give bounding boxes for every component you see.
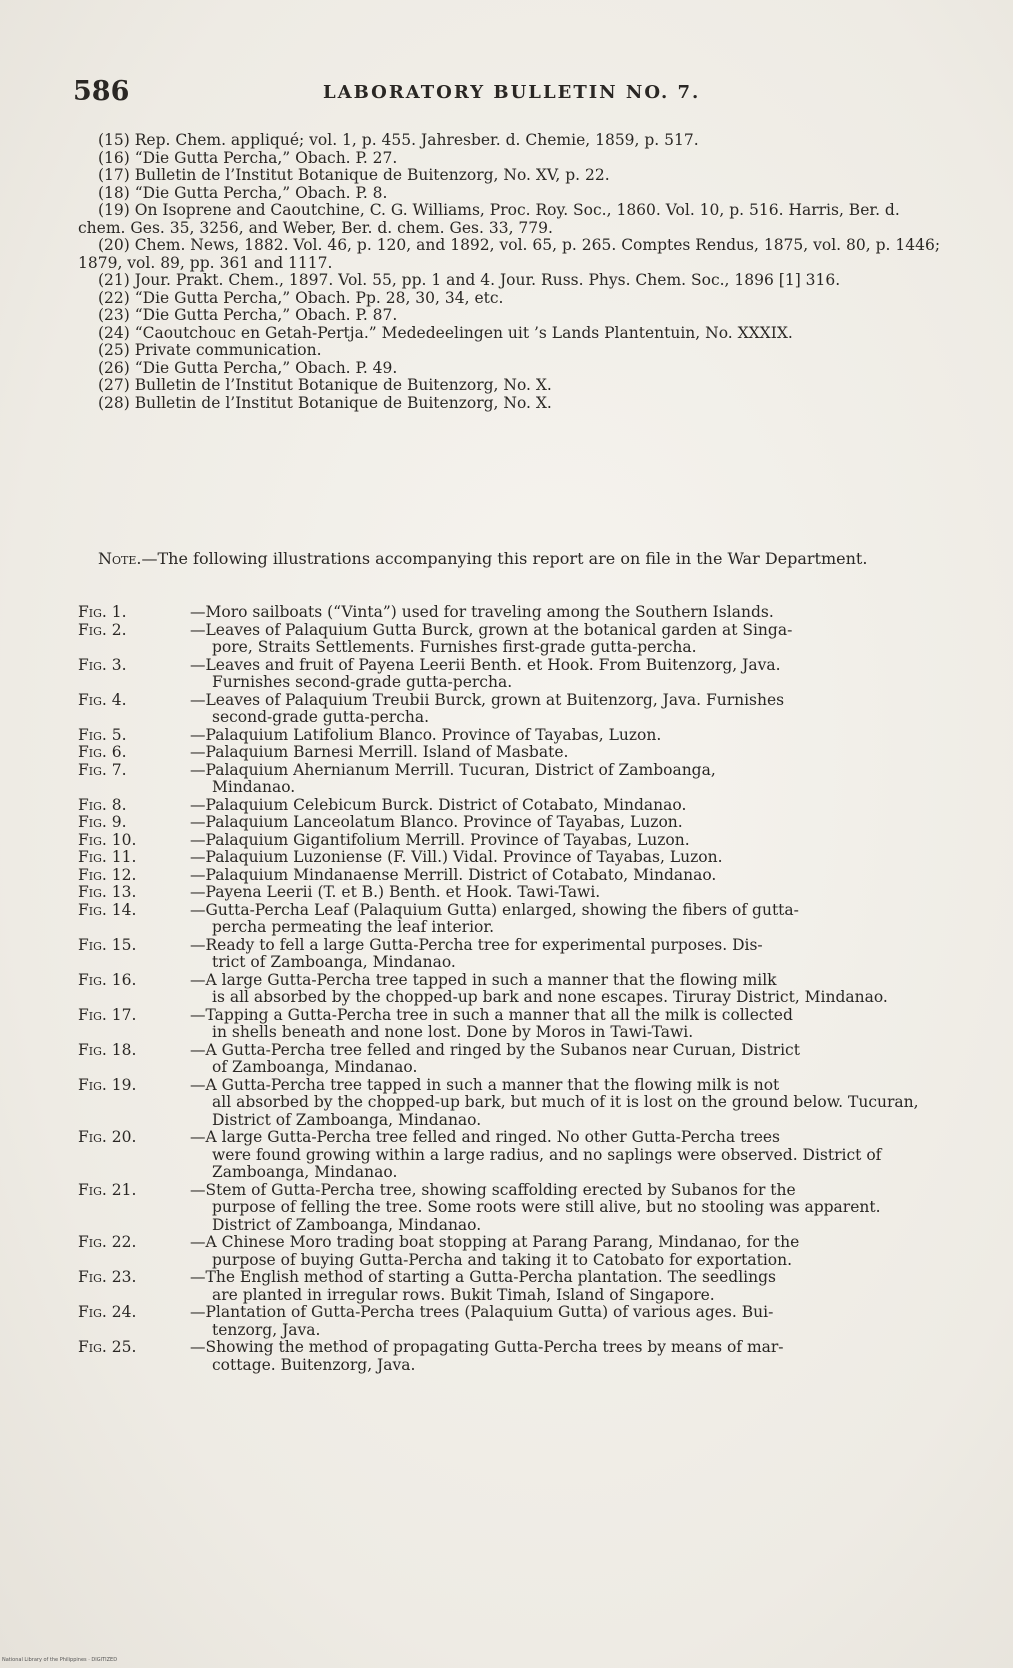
figure-caption <box>190 797 944 815</box>
figure-list <box>78 604 944 1374</box>
figure-item <box>78 1007 944 1042</box>
figure-item <box>78 937 944 972</box>
figure-label: Fig. 16. <box>78 970 137 989</box>
figure-item <box>78 902 944 937</box>
figure-caption-line: —Leaves and fruit of Payena Leerii Benth. et Hook. From Buitenzorg, Java. <box>190 655 781 674</box>
figure-item <box>78 797 944 815</box>
figure-caption <box>190 1234 944 1269</box>
figure-caption <box>190 1339 944 1374</box>
figure-caption-line: —Stem of Gutta-Percha tree, showing scaffolding erected by Subanos for the <box>190 1180 796 1199</box>
figure-caption <box>190 1304 944 1339</box>
figure-label: Fig. 7. <box>78 760 127 779</box>
reference-item: (20) Chem. News, 1882. Vol. 46, p. 120, and 1892, vol. 65, p. 265. Comptes Rendus, 1875, vol. 80, p. 1446; 1879, vol. 89, pp. 361 and 1117. <box>78 236 941 272</box>
figure-caption <box>190 692 944 727</box>
reference-item: (24) “Caoutchouc en Getah-Pertja.” Mededeelingen uit ’s Lands Plantentuin, No. XXXIX. <box>98 323 793 342</box>
figure-item <box>78 762 944 797</box>
figure-caption-continuation: percha permeating the leaf interior. <box>212 918 494 936</box>
figure-caption-continuation: in shells beneath and none lost. Done by Moros in Tawi-Tawi. <box>212 1023 694 1041</box>
figure-item <box>78 1129 944 1182</box>
figure-caption-line: —Showing the method of propagating Gutta-Percha trees by means of mar- <box>190 1338 784 1356</box>
reference-item: (26) “Die Gutta Percha,” Obach. P. 49. <box>98 358 398 377</box>
figure-caption-continuation: Furnishes second-grade gutta-percha. <box>212 673 513 691</box>
scan-footer: National Library of the Philippines · DIGITIZED <box>2 1657 118 1663</box>
figure-label: Fig. 4. <box>78 690 127 709</box>
figure-item <box>78 692 944 727</box>
figure-caption-line: —A Gutta-Percha tree felled and ringed by the Subanos near Curuan, District <box>190 1040 800 1059</box>
figure-label: Fig. 22. <box>78 1233 137 1251</box>
figure-label: Fig. 5. <box>78 725 127 744</box>
figure-item <box>78 1077 944 1130</box>
figure-caption <box>190 1269 944 1304</box>
figure-caption <box>190 902 944 937</box>
figure-caption-line: —Palaquium Barnesi Merrill. Island of Masbate. <box>190 743 569 761</box>
figure-caption <box>190 937 944 972</box>
figure-label: Fig. 6. <box>78 743 127 761</box>
figure-caption-line: —Plantation of Gutta-Percha trees (Palaquium Gutta) of various ages. Bui- <box>190 1303 774 1321</box>
figure-label: Fig. 15. <box>78 935 137 954</box>
figure-caption <box>190 622 944 657</box>
note-paragraph <box>78 550 944 569</box>
figure-caption-continuation: cottage. Buitenzorg, Java. <box>212 1355 416 1374</box>
reference-item: (27) Bulletin de l’Institut Botanique de Buitenzorg, No. X. <box>98 376 552 394</box>
figure-item <box>78 1339 944 1374</box>
figure-caption-line: —Palaquium Luzoniense (F. Vill.) Vidal. Province of Tayabas, Luzon. <box>190 848 723 866</box>
figure-caption-continuation: all absorbed by the chopped-up bark, but much of it is lost on the ground below. Tucuran, District of Zamboanga, Mindanao. <box>212 1093 919 1129</box>
figure-caption-line: —Leaves of Palaquium Treubii Burck, grown at Buitenzorg, Java. Furnishes <box>190 690 785 709</box>
figure-caption-line: —Ready to fell a large Gutta-Percha tree for experimental purposes. Dis- <box>190 935 763 954</box>
reference-item: (23) “Die Gutta Percha,” Obach. P. 87. <box>98 306 398 324</box>
figure-label: Fig. 3. <box>78 655 127 674</box>
figure-caption-continuation: tenzorg, Java. <box>212 1320 321 1339</box>
figure-caption-line: —Palaquium Celebicum Burck. District of Cotabato, Mindanao. <box>190 795 687 814</box>
figure-caption-continuation: second-grade gutta-percha. <box>212 708 430 726</box>
figure-caption-line: —The English method of starting a Gutta-Percha plantation. The seedlings <box>190 1268 776 1286</box>
figure-caption-line: —A Gutta-Percha tree tapped in such a manner that the flowing milk is not <box>190 1075 780 1094</box>
reference-item: (19) On Isoprene and Caoutchine, C. G. Williams, Proc. Roy. Soc., 1860. Vol. 10, p. 516. Harris, Ber. d. chem. Ges. 35, 3256, and Weber, Ber. d. chem. Ges. 33, 779. <box>78 201 900 237</box>
figure-item <box>78 727 944 745</box>
figure-caption <box>190 1042 944 1077</box>
figure-label: Fig. 18. <box>78 1040 137 1059</box>
figure-label: Fig. 25. <box>78 1338 137 1356</box>
figure-caption <box>190 727 944 745</box>
figure-caption <box>190 972 944 1007</box>
figure-caption-continuation: purpose of buying Gutta-Percha and taking it to Catobato for exportation. <box>212 1250 793 1269</box>
figure-caption <box>190 814 944 832</box>
figure-caption <box>190 604 944 622</box>
figure-caption-line: —Palaquium Ahernianum Merrill. Tucuran, District of Zamboanga, <box>190 760 716 779</box>
reference-item: (16) “Die Gutta Percha,” Obach. P. 27. <box>98 148 398 167</box>
figure-label: Fig. 2. <box>78 620 127 639</box>
figure-label: Fig. 8. <box>78 795 127 814</box>
figure-label: Fig. 9. <box>78 813 127 831</box>
figure-caption-continuation: is all absorbed by the chopped-up bark and none escapes. Tiruray District, Mindanao. <box>212 988 888 1006</box>
figure-label: Fig. 21. <box>78 1180 137 1199</box>
figure-caption-line: —Moro sailboats (“Vinta”) used for traveling among the Southern Islands. <box>190 603 774 621</box>
reference-item: (25) Private communication. <box>98 341 322 359</box>
figure-caption-line: —A large Gutta-Percha tree felled and ringed. No other Gutta-Percha trees <box>190 1128 781 1146</box>
figure-caption-continuation: were found growing within a large radius, and no saplings were observed. District of Zamboanga, Mindanao. <box>212 1145 882 1181</box>
figure-label: Fig. 1. <box>78 603 127 621</box>
figure-item <box>78 744 944 762</box>
figure-item <box>78 972 944 1007</box>
figure-item <box>78 604 944 622</box>
figure-caption <box>190 1129 944 1182</box>
figure-item <box>78 657 944 692</box>
figure-caption-continuation: of Zamboanga, Mindanao. <box>212 1058 418 1076</box>
figure-caption-line: —A Chinese Moro trading boat stopping at Parang Parang, Mindanao, for the <box>190 1233 800 1251</box>
figure-label: Fig. 24. <box>78 1303 137 1321</box>
figure-label: Fig. 20. <box>78 1128 137 1146</box>
reference-item: (17) Bulletin de l’Institut Botanique de Buitenzorg, No. XV, p. 22. <box>98 166 610 184</box>
figure-item <box>78 884 944 902</box>
figure-caption <box>190 762 944 797</box>
figure-item <box>78 1042 944 1077</box>
reference-item: (28) Bulletin de l’Institut Botanique de Buitenzorg, No. X. <box>98 393 552 412</box>
note-label: Note. <box>98 549 142 568</box>
figure-caption-line: —A large Gutta-Percha tree tapped in such a manner that the flowing milk <box>190 970 777 989</box>
figure-caption <box>190 849 944 867</box>
figure-label: Fig. 13. <box>78 883 137 901</box>
figure-caption-continuation: trict of Zamboanga, Mindanao. <box>212 953 456 971</box>
figure-label: Fig. 23. <box>78 1268 137 1286</box>
figure-label: Fig. 10. <box>78 830 137 849</box>
figure-label: Fig. 14. <box>78 900 137 919</box>
reference-item: (18) “Die Gutta Percha,” Obach. P. 8. <box>98 183 388 202</box>
figure-caption <box>190 1077 944 1130</box>
figure-caption <box>190 867 944 885</box>
figure-label: Fig. 12. <box>78 865 137 884</box>
figure-item <box>78 1269 944 1304</box>
figure-caption-line: —Palaquium Latifolium Blanco. Province of Tayabas, Luzon. <box>190 725 662 744</box>
figure-item <box>78 867 944 885</box>
note-text: —The following illustrations accompanying this report are on file in the War Department. <box>141 549 868 568</box>
running-head: LABORATORY BULLETIN NO. 7. <box>323 82 701 103</box>
figure-item <box>78 849 944 867</box>
figure-caption-line: —Palaquium Lanceolatum Blanco. Province of Tayabas, Luzon. <box>190 813 683 831</box>
figure-label: Fig. 19. <box>78 1075 137 1094</box>
figure-item <box>78 832 944 850</box>
reference-item: (22) “Die Gutta Percha,” Obach. Pp. 28, 30, 34, etc. <box>98 288 504 307</box>
figure-caption-line: —Tapping a Gutta-Percha tree in such a manner that all the milk is collected <box>190 1005 793 1024</box>
figure-caption-line: —Palaquium Mindanaense Merrill. District of Cotabato, Mindanao. <box>190 865 717 884</box>
figure-item <box>78 622 944 657</box>
figure-item <box>78 1304 944 1339</box>
figure-caption <box>190 1007 944 1042</box>
figure-label: Fig. 11. <box>78 848 137 866</box>
figure-caption <box>190 657 944 692</box>
figure-caption-continuation: pore, Straits Settlements. Furnishes first-grade gutta-percha. <box>212 638 697 656</box>
figure-item <box>78 1234 944 1269</box>
figure-caption <box>190 1182 944 1235</box>
figure-caption <box>190 744 944 762</box>
figure-item <box>78 1182 944 1235</box>
figure-item <box>78 814 944 832</box>
figure-caption-continuation: are planted in irregular rows. Bukit Timah, Island of Singapore. <box>212 1285 715 1304</box>
figure-label: Fig. 17. <box>78 1005 137 1024</box>
page-number: 586 <box>73 76 130 107</box>
reference-item: (21) Jour. Prakt. Chem., 1897. Vol. 55, pp. 1 and 4. Jour. Russ. Phys. Chem. Soc., 1896 [1] 316. <box>98 271 841 289</box>
figure-caption <box>190 832 944 850</box>
figure-caption-line: —Payena Leerii (T. et B.) Benth. et Hook. Tawi-Tawi. <box>190 883 601 901</box>
figure-caption-line: —Gutta-Percha Leaf (Palaquium Gutta) enlarged, showing the fibers of gutta- <box>190 900 799 919</box>
figure-caption-line: —Leaves of Palaquium Gutta Burck, grown at the botanical garden at Singa- <box>190 620 793 639</box>
reference-list <box>78 132 944 412</box>
page-header <box>73 76 943 108</box>
figure-caption <box>190 884 944 902</box>
figure-caption-continuation: purpose of felling the tree. Some roots were still alive, but no stooling was apparent. District of Zamboanga, Mindanao. <box>212 1198 881 1234</box>
figure-caption-line: —Palaquium Gigantifolium Merrill. Province of Tayabas, Luzon. <box>190 830 690 849</box>
figure-caption-continuation: Mindanao. <box>212 778 296 796</box>
reference-item: (15) Rep. Chem. appliqué; vol. 1, p. 455. Jahresber. d. Chemie, 1859, p. 517. <box>98 131 699 149</box>
